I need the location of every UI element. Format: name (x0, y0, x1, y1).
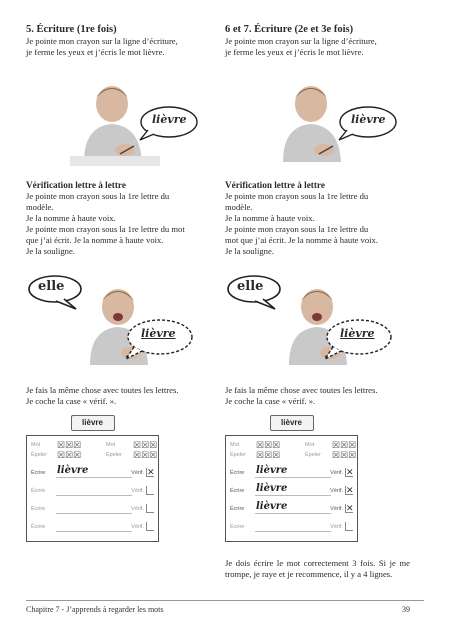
card-row-epeler: Épeler ☒☒☒ Épeler ☒☒☒ (230, 450, 357, 460)
after-line-2: Je coche la case « vérif. ». (26, 396, 117, 406)
verif-line-2: modèle. (26, 202, 54, 212)
bubble-word: lièvre (351, 113, 386, 126)
handwritten-word: lièvre (256, 483, 288, 494)
page-number: 39 (402, 605, 410, 614)
card-row-ecrire-1[interactable]: Écrire lièvre Vérif. ✕ (31, 465, 155, 477)
handwritten-word: lièvre (57, 465, 89, 476)
x-marks: ☒☒☒ (133, 450, 158, 460)
x-marks: ☒☒☒ (332, 440, 357, 450)
verif-line-4: Je pointe mon crayon sous la 1re lettre du mot (26, 224, 185, 234)
right-column (225, 24, 410, 580)
card-row-ecrire-3[interactable]: Écrire lièvre Vérif. ✕ (230, 501, 354, 513)
verif-checkbox[interactable]: ✕ (346, 503, 354, 513)
x-marks: ☒☒☒ (133, 440, 158, 450)
thought-bubble-dashed (122, 317, 194, 363)
word-card (26, 435, 159, 542)
card-row-ecrire-2[interactable]: Écrire lièvre Vérif. ✕ (230, 483, 354, 495)
verif-checkbox[interactable]: ✕ (147, 467, 155, 477)
verif-line-6: Je la souligne. (225, 246, 274, 256)
verif-checkbox[interactable] (146, 504, 154, 513)
verif-line-5: mot que j’ai écrit. Je la nomme à haute voix. (225, 235, 378, 245)
card-row-ecrire-2[interactable]: Écrire Vérif. (31, 486, 154, 498)
after-line-2: Je coche la case « vérif. ». (225, 396, 316, 406)
verif-line-4: Je pointe mon crayon sous la 1re lettre du (225, 224, 369, 234)
x-marks: ☒☒☒ (256, 440, 281, 450)
card-row-ecrire-3[interactable]: Écrire Vérif. (31, 504, 154, 516)
card-row-ecrire-4[interactable]: Écrire Vérif. (31, 522, 154, 534)
thought-bubble-dashed (321, 317, 393, 363)
verif-checkbox[interactable]: ✕ (346, 485, 354, 495)
speech-word: elle (237, 279, 264, 294)
intro-line-1: Je pointe mon crayon sur la ligne d’écriture, (225, 36, 377, 46)
verif-checkbox[interactable] (146, 522, 154, 531)
word-button[interactable]: lièvre (71, 415, 115, 431)
verif-line-1: Je pointe mon crayon sous la 1re lettre du (26, 191, 170, 201)
word-card (225, 435, 358, 542)
verif-line-2: modèle. (225, 202, 253, 212)
verif-checkbox[interactable] (146, 486, 154, 495)
section-title-5: 5. Écriture (1re fois) (26, 24, 117, 35)
card-row-ecrire-1[interactable]: Écrire lièvre Vérif. ✕ (230, 465, 354, 477)
x-marks: ☒☒☒ (57, 450, 82, 460)
verif-checkbox[interactable]: ✕ (346, 467, 354, 477)
verif-line-3: Je la nomme à haute voix. (26, 213, 116, 223)
x-marks: ☒☒☒ (332, 450, 357, 460)
verif-title: Vérification lettre à lettre (26, 180, 126, 190)
x-marks: ☒☒☒ (256, 450, 281, 460)
bubble-word-2: lièvre (340, 327, 375, 340)
footer-chapter: Chapitre 7 - J’apprends à regarder les mots (26, 605, 164, 614)
card-row-mot: Mot ☒☒☒ Mot ☒☒☒ (31, 440, 158, 450)
section-title-6-7: 6 et 7. Écriture (2e et 3e fois) (225, 24, 354, 35)
left-column (26, 24, 211, 542)
verif-line-6: Je la souligne. (26, 246, 75, 256)
intro-line-2: je ferme les yeux et j’écris le mot lièvre. (26, 47, 165, 57)
verif-title: Vérification lettre à lettre (225, 180, 325, 190)
verif-checkbox[interactable] (345, 522, 353, 531)
card-row-ecrire-4[interactable]: Écrire Vérif. (230, 522, 353, 534)
bubble-word-2: lièvre (141, 327, 176, 340)
child-writing-photo (247, 72, 397, 172)
intro-line-2: je ferme les yeux et j’écris le mot lièvre. (225, 47, 364, 57)
verif-line-5: que j’ai écrit. Je la nomme à haute voix. (26, 235, 164, 245)
verif-line-3: Je la nomme à haute voix. (225, 213, 315, 223)
bubble-word: lièvre (152, 113, 187, 126)
child-writing-photo (48, 72, 198, 172)
child-reading-photo (225, 271, 410, 375)
footer-rule (26, 600, 424, 601)
handwritten-word: lièvre (256, 501, 288, 512)
intro-line-1: Je pointe mon crayon sur la ligne d’écriture, (26, 36, 178, 46)
word-button[interactable]: lièvre (270, 415, 314, 431)
x-marks: ☒☒☒ (57, 440, 82, 450)
handwritten-word: lièvre (256, 465, 288, 476)
after-line-1: Je fais la même chose avec toutes les lettres. (26, 385, 179, 395)
after-line-1: Je fais la même chose avec toutes les lettres. (225, 385, 378, 395)
card-row-mot: Mot ☒☒☒ Mot ☒☒☒ (230, 440, 357, 450)
speech-word: elle (38, 279, 65, 294)
verif-line-1: Je pointe mon crayon sous la 1re lettre du (225, 191, 369, 201)
closing-paragraph: Je dois écrire le mot correctement 3 fois. Si je me trompe, je raye et je recommence, il y a 4 lignes. (225, 558, 410, 579)
card-row-epeler: Épeler ☒☒☒ Épeler ☒☒☒ (31, 450, 158, 460)
child-reading-photo (26, 271, 211, 375)
